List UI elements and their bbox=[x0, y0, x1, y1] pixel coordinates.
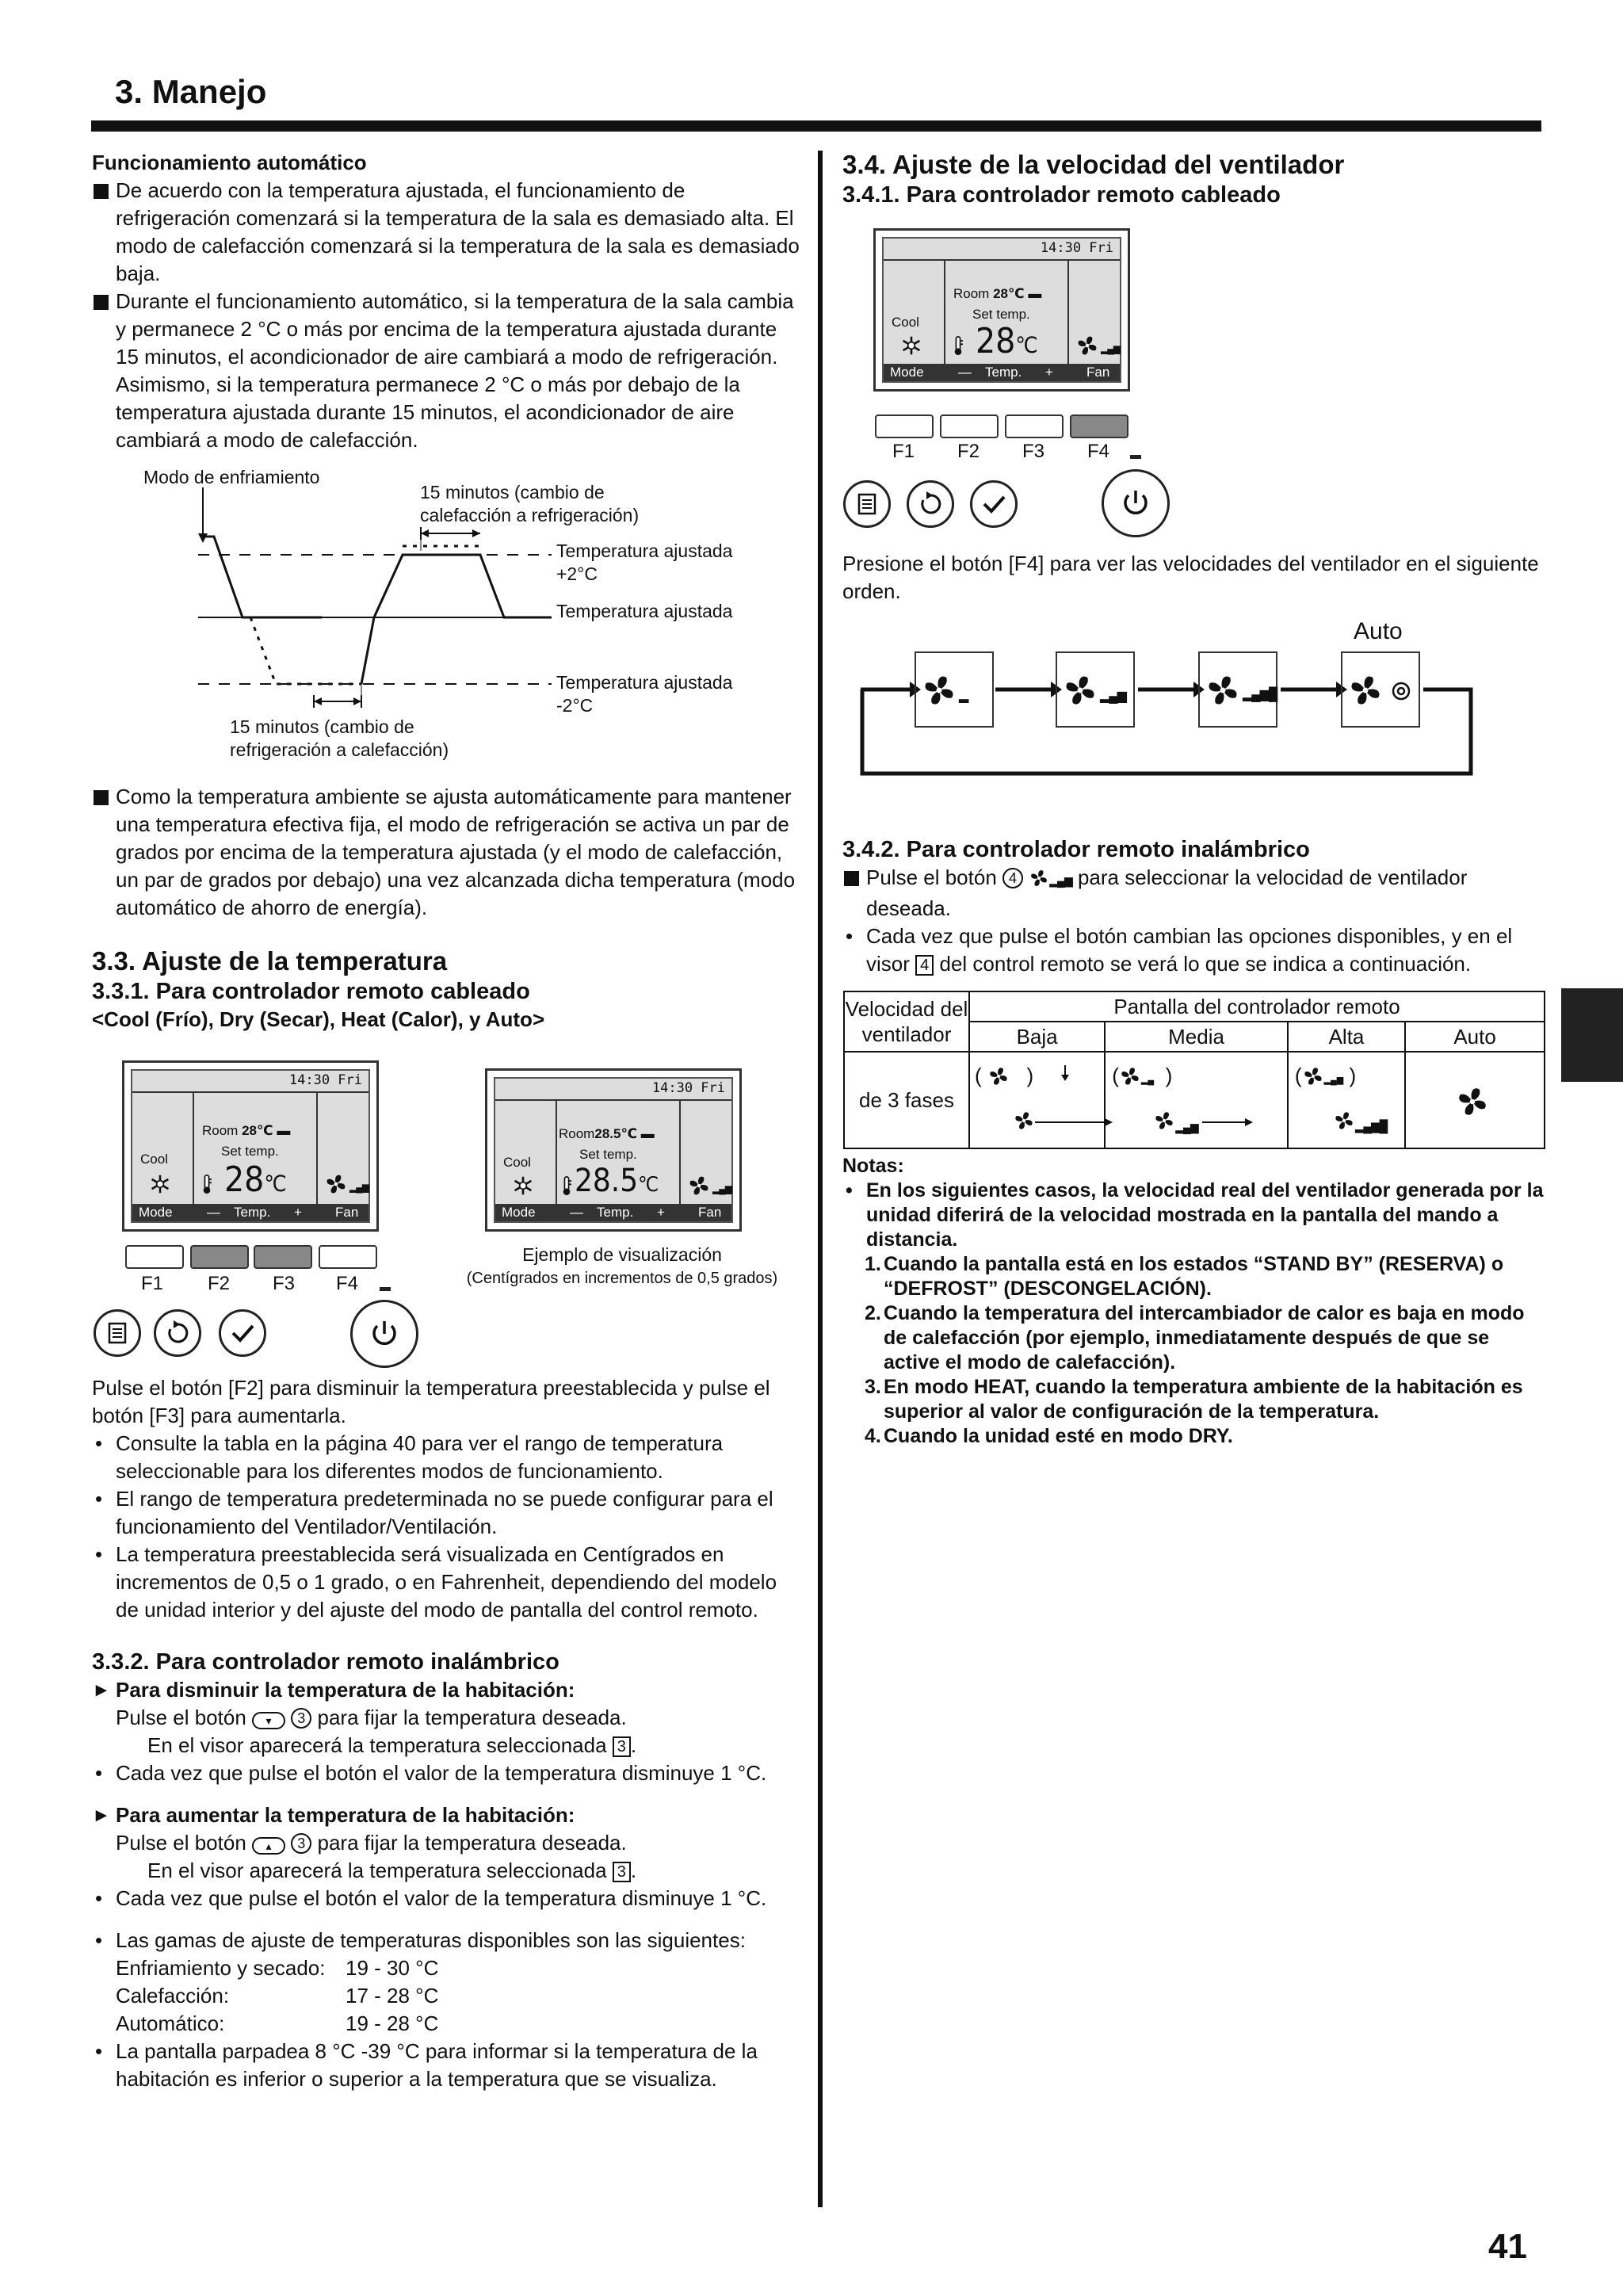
cycle-bracket: ( ▂▄▆ ) bbox=[1294, 1064, 1357, 1087]
cycle-bracket: ( ▂▄ ) bbox=[1112, 1064, 1173, 1087]
fan-icon bbox=[1347, 672, 1384, 709]
fan-icon bbox=[1062, 672, 1098, 709]
return-button[interactable] bbox=[907, 480, 954, 528]
fan-speed-auto bbox=[1341, 651, 1420, 728]
display-time: 14:30 Fri bbox=[651, 1080, 725, 1096]
section-3-3-title: 3.3. Ajuste de la temperatura bbox=[92, 946, 448, 976]
select-button[interactable] bbox=[970, 480, 1018, 528]
f1-label: F1 bbox=[141, 1273, 164, 1294]
cell-media bbox=[1105, 1052, 1288, 1148]
decrease-step-1: Pulse el botón ▾ 3 para fijar la temperatura deseada. bbox=[116, 1706, 627, 1729]
row-3-fases: de 3 fases bbox=[844, 1052, 969, 1148]
auto-paragraph-3: Como la temperatura ambiente se ajusta automáticamente para mantener una temperatura efectiva fija, el modo de refrigeración se activa un par de grados por encima de la temperatura ajustada (y el modo de calefacción, un par de grados por debajo) una vez alcanzada dicha temperatura (modo automático de ahorro de energía). bbox=[92, 783, 801, 922]
auto-paragraph-1: De acuerdo con la temperatura ajustada, el funcionamiento de refrigeración comenzará si la temperatura de la sala es demasiado alta. El modo de calefacción comenzará si la temperatura de la sala es demasiado baja. bbox=[92, 177, 801, 288]
fan-level-icon: ▂▄▆ bbox=[1175, 1121, 1198, 1133]
f3-key[interactable] bbox=[254, 1245, 312, 1269]
f4-paragraph-block bbox=[842, 550, 1548, 606]
note-item: 2. Cuando la temperatura del intercambiador de calor es baja en modo de calefacción (por ejemplo, inmediatamente después de que se active el modo de calefacción). bbox=[865, 1302, 1525, 1373]
menu-icon bbox=[96, 1312, 139, 1354]
menu-button[interactable] bbox=[843, 480, 891, 528]
notes-list bbox=[842, 1252, 1548, 1449]
fan-icon bbox=[1205, 672, 1241, 709]
range-row: Automático: 19 - 28 °C bbox=[116, 2011, 439, 2035]
fan-level-2-icon: ▂▄▆ bbox=[1100, 690, 1126, 703]
left-column-mid bbox=[92, 783, 801, 1033]
blink-bullet: • La pantalla parpadea 8 °C -39 °C para informar si la temperatura de la habitación es inferior o superior a la temperatura que se visualiza. bbox=[92, 2038, 801, 2093]
remote-display-3: 14:30 Fri Cool Room 28℃ ▬ Set temp. 28℃ ▂▄▆ Mode — Temp. + Fan bbox=[873, 228, 1130, 392]
bar-temp: Temp. bbox=[985, 365, 1022, 380]
thermometer-icon bbox=[953, 335, 963, 356]
fan-level-1-icon: ▂ bbox=[959, 690, 969, 703]
display-set-temp: Set temp. bbox=[579, 1147, 637, 1162]
cool-mode-icon bbox=[150, 1174, 170, 1194]
f4-key[interactable] bbox=[319, 1245, 377, 1269]
fan-level-3-icon: ▂▄▆█ bbox=[1243, 688, 1277, 701]
thermometer-icon bbox=[202, 1174, 212, 1194]
cycle-bracket: ( ) bbox=[975, 1064, 1034, 1087]
table-header-speed: Velocidad del ventilador bbox=[844, 991, 969, 1052]
power-indicator bbox=[380, 1287, 391, 1291]
label-15min-bottom: 15 minutos (cambio de refrigeración a calefacción) bbox=[230, 716, 449, 760]
increase-heading: ► Para aumentar la temperatura de la habitación: bbox=[92, 1801, 801, 1829]
col-alta: Alta bbox=[1288, 1022, 1405, 1052]
mode-list: <Cool (Frío), Dry (Secar), Heat (Calor), y Auto> bbox=[92, 1007, 545, 1031]
fan-icon bbox=[1029, 868, 1049, 888]
fan-speed-medium bbox=[1056, 651, 1135, 728]
note-item: 1. Cuando la pantalla está en los estados “STAND BY” (RESERVA) o “DEFROST” (DESCONGELACIÓN). bbox=[865, 1253, 1504, 1300]
table-header-display: Pantalla del controlador remoto bbox=[969, 991, 1545, 1022]
notes-intro: • En los siguientes casos, la velocidad real del ventilador generada por la unidad diferirá de la velocidad mostrada en la pantalla del mando a distancia. bbox=[842, 1179, 1548, 1252]
f2-label: F2 bbox=[957, 441, 980, 462]
remote-display-2: 14:30 Fri Cool Room28.5℃ ▬ Set temp. 28.5℃ ▂▄▆ Mode — Temp. + Fan bbox=[485, 1068, 742, 1232]
f2-f3-paragraph: Pulse el botón [F2] para disminuir la temperatura preestablecida y pulse el botón [F3] para aumentarla. bbox=[92, 1376, 770, 1427]
thermometer-icon bbox=[562, 1175, 571, 1196]
power-button[interactable] bbox=[1102, 469, 1170, 537]
f1-label: F1 bbox=[892, 441, 915, 462]
cell-baja bbox=[969, 1052, 1105, 1148]
fan-level-icon: ▂▄▆ bbox=[1101, 343, 1120, 354]
wireless-paragraph: Pulse el botón 4 ▂▄▆ para seleccionar la velocidad de ventilador deseada. bbox=[842, 864, 1548, 923]
power-indicator bbox=[1130, 455, 1141, 459]
bar-fan: Fan bbox=[335, 1205, 359, 1220]
left-column-lower bbox=[92, 1374, 801, 2093]
auto-mode-diagram bbox=[92, 464, 805, 765]
column-divider bbox=[818, 151, 823, 2207]
fan-level-icon: ▂▄▆ bbox=[349, 1182, 369, 1193]
fan-speed-table bbox=[843, 991, 1545, 1149]
power-button[interactable] bbox=[350, 1300, 418, 1368]
display-time: 14:30 Fri bbox=[288, 1072, 362, 1088]
bullet-fan-range: • El rango de temperatura predeterminada no se puede configurar para el funcionamiento del Ventilador/Ventilación. bbox=[92, 1485, 801, 1541]
fan-icon bbox=[324, 1172, 348, 1196]
power-icon bbox=[1104, 472, 1167, 535]
display-set-temp: Set temp. bbox=[972, 307, 1030, 322]
f2-key[interactable] bbox=[940, 415, 999, 438]
display-set-temp: Set temp. bbox=[221, 1144, 279, 1159]
fan-icon bbox=[1455, 1084, 1490, 1119]
display-mode: Cool bbox=[140, 1152, 168, 1167]
range-row: Enfriamiento y secado: 19 - 30 °C bbox=[116, 1956, 439, 1980]
section-3-3-1-title: 3.3.1. Para controlador remoto cableado bbox=[92, 979, 530, 1004]
display-time: 14:30 Fri bbox=[1040, 240, 1113, 256]
fan-level-icon: ▂▄▆ bbox=[1049, 874, 1072, 887]
return-icon bbox=[156, 1312, 199, 1354]
bar-mode: Mode bbox=[502, 1205, 536, 1220]
f3-label: F3 bbox=[273, 1273, 296, 1294]
notes-title: Notas: bbox=[842, 1155, 904, 1177]
bar-mode: Mode bbox=[139, 1205, 173, 1220]
fan-level-icon: ▂▄▆█ bbox=[1354, 1120, 1388, 1133]
check-icon bbox=[221, 1312, 264, 1354]
bar-fan: Fan bbox=[1086, 365, 1110, 380]
right-column-mid bbox=[842, 835, 1548, 978]
label-15min-top: 15 minutos (cambio de calefacción a refrigeración) bbox=[420, 482, 640, 525]
increase-step-1: Pulse el botón ▴ 3 para fijar la temperatura deseada. bbox=[116, 1831, 627, 1855]
decrease-bullet: • Cada vez que pulse el botón el valor de la temperatura disminuye 1 °C. bbox=[92, 1759, 801, 1787]
display-room: Room28.5℃ ▬ bbox=[559, 1126, 655, 1141]
display-big-temp: 28℃ bbox=[976, 321, 1038, 361]
decrease-step-2: En el visor aparecerá la temperatura seleccionada 3 . bbox=[147, 1733, 637, 1757]
f4-label: F4 bbox=[336, 1273, 359, 1294]
range-row: Calefacción: 17 - 28 °C bbox=[116, 1984, 439, 2008]
f2-key[interactable] bbox=[190, 1245, 249, 1269]
fan-speed-cycle bbox=[856, 618, 1490, 777]
f4-paragraph: Presione el botón [F4] para ver las velocidades del ventilador en el siguiente orden. bbox=[842, 552, 1539, 603]
col-baja: Baja bbox=[969, 1022, 1105, 1052]
bar-fan: Fan bbox=[698, 1205, 722, 1220]
note-item: 3. En modo HEAT, cuando la temperatura ambiente de la habitación es superior al valor de configuración de la temperatura. bbox=[865, 1376, 1523, 1423]
display-room: Room 28℃ ▬ bbox=[202, 1123, 291, 1138]
increase-bullet: • Cada vez que pulse el botón el valor de la temperatura disminuye 1 °C. bbox=[92, 1885, 801, 1912]
fan-icon bbox=[1075, 334, 1099, 357]
bullet-display-units: • La temperatura preestablecida será visualizada en Centígrados en incrementos de 0,5 o 1 grado, o en Fahrenheit, dependiendo del modelo de unidad interior y del ajuste del modo de pantalla del control remoto. bbox=[92, 1541, 801, 1624]
table-arrows bbox=[970, 1052, 1113, 1149]
return-icon bbox=[909, 483, 952, 525]
up-button-icon: ▴ bbox=[252, 1837, 285, 1855]
cool-mode-icon bbox=[901, 335, 922, 356]
wireless-bullet: • Cada vez que pulse el botón cambian las opciones disponibles, y en el visor 4 del control remoto se verá lo que se indica a continuación. bbox=[842, 923, 1548, 978]
power-icon bbox=[353, 1302, 416, 1366]
cool-mode-icon bbox=[513, 1175, 533, 1196]
label-set-temp: Temperatura ajustada bbox=[556, 601, 733, 621]
menu-button[interactable] bbox=[94, 1309, 141, 1357]
cell-alta bbox=[1288, 1052, 1405, 1148]
note-item: 4. Cuando la unidad esté en modo DRY. bbox=[865, 1425, 1233, 1447]
f3-key[interactable] bbox=[1005, 415, 1064, 438]
decrease-heading: ► Para disminuir la temperatura de la habitación: bbox=[92, 1676, 801, 1704]
section-3-3-2-title: 3.3.2. Para controlador remoto inalámbrico bbox=[92, 1649, 559, 1675]
display-mode: Cool bbox=[892, 315, 919, 330]
fan-icon bbox=[921, 672, 957, 709]
cell-auto bbox=[1405, 1052, 1545, 1148]
display-example-caption: Ejemplo de visualización (Centígrados en incrementos de 0,5 grados) bbox=[466, 1244, 778, 1287]
section-3-4-2-title: 3.4.2. Para controlador remoto inalámbrico bbox=[842, 837, 1310, 862]
ranges-bullet: • Las gamas de ajuste de temperaturas disponibles son las siguientes: bbox=[92, 1927, 801, 1954]
f1-key[interactable] bbox=[875, 415, 934, 438]
bar-temp: Temp. bbox=[597, 1205, 634, 1220]
increase-step-2: En el visor aparecerá la temperatura seleccionada 3 . bbox=[147, 1859, 637, 1882]
down-button-icon: ▾ bbox=[252, 1712, 285, 1729]
page-number: 41 bbox=[1488, 2227, 1527, 2266]
auto-label: Auto bbox=[1354, 618, 1403, 644]
section-3-4-title: 3.4. Ajuste de la velocidad del ventilador bbox=[842, 150, 1345, 179]
fan-level-icon: ▂▄▆ bbox=[712, 1183, 731, 1194]
bullet-table-ref: • Consulte la tabla en la página 40 para ver el rango de temperatura seleccionable para los diferentes modos de funcionamiento. bbox=[92, 1430, 801, 1485]
fan-icon bbox=[1333, 1110, 1355, 1132]
menu-icon bbox=[846, 483, 888, 525]
auto-title: Funcionamiento automático bbox=[92, 151, 367, 174]
temperature-ranges bbox=[92, 1954, 801, 2038]
auto-paragraph-2: Durante el funcionamiento automático, si la temperatura de la sala cambia y permanece 2 °C o más por encima de la temperatura ajustada durante 15 minutos, el acondicionador de aire cambiará a modo de refrigeración. Asimismo, si la temperatura permanece 2 °C o más por debajo de la temperatura ajustada durante 15 minutos, el acondicionador de aire cambiará a modo de calefacción. bbox=[92, 288, 801, 454]
f2-label: F2 bbox=[208, 1273, 231, 1294]
right-column-top bbox=[842, 149, 1548, 209]
fan-speed-low bbox=[915, 651, 994, 728]
bar-temp: Temp. bbox=[234, 1205, 271, 1220]
section-3-4-1-title: 3.4.1. Para controlador remoto cableado bbox=[842, 182, 1281, 208]
f4-label: F4 bbox=[1087, 441, 1110, 462]
left-column bbox=[92, 149, 801, 454]
col-media: Media bbox=[1105, 1022, 1288, 1052]
col-auto: Auto bbox=[1405, 1022, 1545, 1052]
side-tab-marker bbox=[1561, 988, 1623, 1082]
remote-display-1: 14:30 Fri Cool Room 28℃ ▬ Set temp. 28℃ ▂▄▆ Mode — Temp. + Fan bbox=[122, 1060, 379, 1232]
fan-icon bbox=[687, 1174, 711, 1198]
display-mode: Cool bbox=[503, 1155, 531, 1170]
check-icon bbox=[972, 483, 1015, 525]
label-cooling-mode: Modo de enfriamiento bbox=[143, 467, 320, 487]
return-button[interactable] bbox=[154, 1309, 201, 1357]
notes bbox=[842, 1154, 1548, 1449]
display-big-temp: 28℃ bbox=[224, 1159, 287, 1200]
f1-key[interactable] bbox=[125, 1245, 184, 1269]
fan-speed-high bbox=[1198, 651, 1277, 728]
header-rule bbox=[91, 120, 1541, 132]
table-arrows bbox=[1106, 1052, 1256, 1149]
label-temp-minus2: Temperatura ajustada -2°C bbox=[556, 672, 733, 716]
display-room: Room 28℃ ▬ bbox=[953, 286, 1042, 301]
fan-icon bbox=[1302, 1065, 1324, 1087]
bar-mode: Mode bbox=[890, 365, 924, 380]
f4-key[interactable] bbox=[1070, 415, 1128, 438]
label-temp-plus2: Temperatura ajustada +2°C bbox=[556, 541, 733, 584]
display-big-temp: 28.5℃ bbox=[575, 1163, 659, 1199]
auto-swirl-icon bbox=[1390, 680, 1412, 702]
page-title: 3. Manejo bbox=[115, 73, 267, 110]
select-button[interactable] bbox=[219, 1309, 266, 1357]
f3-label: F3 bbox=[1022, 441, 1045, 462]
